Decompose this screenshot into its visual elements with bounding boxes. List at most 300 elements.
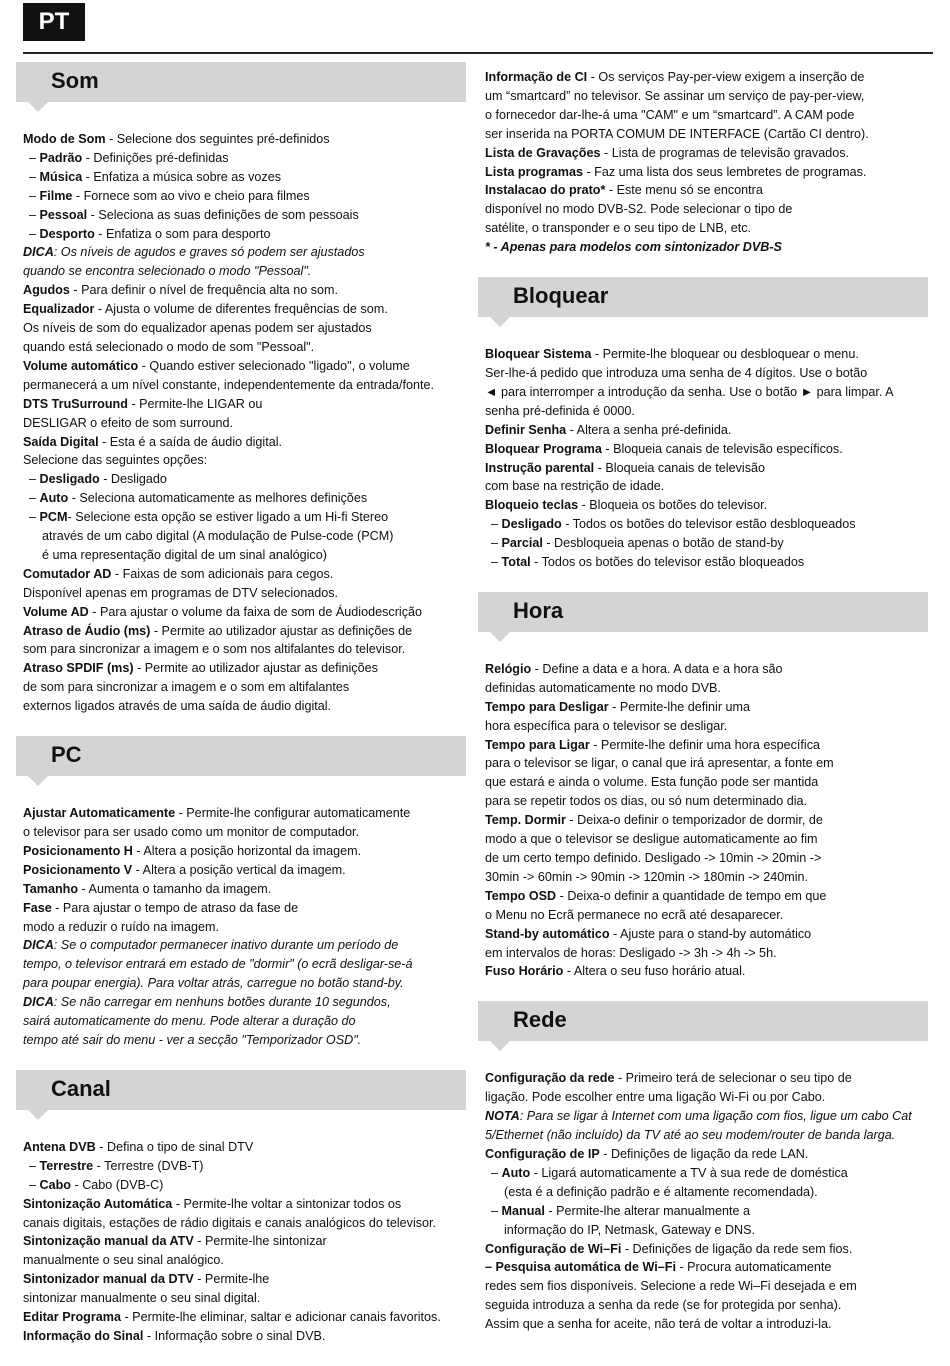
line-text: som para sincronizar a imagem e o som nos altifalantes do televisor. bbox=[23, 642, 406, 657]
line-text: - Permite-lhe alterar manualmente a bbox=[544, 1203, 750, 1218]
line-text: - Permite-lhe bbox=[193, 1272, 270, 1287]
line-text: – bbox=[29, 226, 40, 241]
section-header-pc bbox=[16, 736, 466, 776]
line-text: de som para sincronizar a imagem e o som em altifalantes bbox=[23, 680, 350, 695]
line-text: – bbox=[491, 555, 502, 570]
text-line bbox=[23, 1138, 466, 1157]
term-label: DICA bbox=[23, 995, 54, 1010]
line-text: – bbox=[491, 1165, 502, 1180]
term-label: Volume automático bbox=[23, 358, 139, 373]
line-text: o fornecedor dar-lhe-á uma "CAM" e um “smartcard”. A CAM pode bbox=[485, 107, 855, 122]
section-title: PC bbox=[51, 742, 82, 768]
text-line bbox=[485, 660, 928, 679]
line-text: - Ajuste para o stand-by automático bbox=[609, 926, 812, 941]
term-label: Sintonização Automática bbox=[23, 1196, 173, 1211]
line-text: – bbox=[29, 150, 40, 165]
line-text: - Os serviços Pay-per-view exigem a inserção de bbox=[587, 70, 865, 84]
text-line bbox=[485, 679, 928, 698]
line-text: - Lista de programas de televisão gravados. bbox=[600, 145, 850, 160]
line-text: - Quando estiver selecionado "ligado", o volume bbox=[138, 358, 410, 373]
section-body-bloquear bbox=[478, 345, 928, 572]
text-line bbox=[485, 345, 928, 364]
header-rule bbox=[23, 52, 933, 54]
line-text: - Selecione esta opção se estiver ligado a um Hi-fi Stereo bbox=[67, 510, 389, 525]
text-line bbox=[23, 899, 466, 918]
term-label: Atraso de Áudio (ms) bbox=[23, 623, 151, 638]
text-line bbox=[23, 842, 466, 861]
line-text: - Altera a posição vertical da imagem. bbox=[132, 862, 346, 877]
term-label: : Se não carregar em nenhuns botões durante 10 segundos, bbox=[53, 995, 391, 1010]
text-line bbox=[23, 546, 466, 565]
term-label: Editar Programa bbox=[23, 1310, 121, 1325]
text-line bbox=[23, 395, 466, 414]
term-label: Lista programas bbox=[485, 164, 583, 179]
line-text: - Primeiro terá de selecionar o seu tipo de bbox=[614, 1071, 852, 1086]
section-header-som bbox=[16, 62, 466, 102]
term-label: Instrução parental bbox=[485, 460, 595, 475]
line-text: – bbox=[491, 536, 502, 551]
section-body-canal-cont bbox=[478, 68, 928, 257]
line-text: - Permite-lhe definir uma hora específica bbox=[589, 737, 821, 752]
term-label: Fuso Horário bbox=[485, 964, 564, 979]
term-label: Saída Digital bbox=[23, 434, 99, 449]
section-body-rede bbox=[478, 1069, 928, 1334]
line-text: modo a que o televisor se desligue automaticamente ao fim bbox=[485, 832, 818, 847]
text-line bbox=[23, 936, 466, 955]
line-text: - Selecione dos seguintes pré-definidos bbox=[105, 132, 330, 146]
line-text: é uma representação digital de um sinal analógico) bbox=[42, 547, 327, 562]
section-title: Som bbox=[51, 68, 99, 93]
term-label: tempo até sair do menu - ver a secção "Temporizador OSD". bbox=[23, 1032, 362, 1047]
line-text: sintonizar manualmente o seu sinal digital. bbox=[23, 1291, 261, 1306]
text-line bbox=[23, 243, 466, 262]
text-line bbox=[485, 717, 928, 736]
term-label: Atraso SPDIF (ms) bbox=[23, 661, 134, 676]
term-label: Stand-by automático bbox=[485, 926, 610, 941]
line-text: externos ligados através de uma saída de áudio digital. bbox=[23, 699, 332, 714]
text-line bbox=[485, 830, 928, 849]
text-line bbox=[485, 1069, 928, 1088]
line-text: – bbox=[29, 491, 40, 506]
text-line bbox=[23, 1251, 466, 1270]
term-label: Configuração de IP bbox=[485, 1146, 600, 1161]
term-label: Agudos bbox=[23, 283, 70, 298]
line-text: - Permite-lhe configurar automaticamente bbox=[175, 806, 411, 821]
term-label: Bloquear Programa bbox=[485, 441, 602, 456]
text-line bbox=[485, 1183, 928, 1202]
text-line bbox=[23, 187, 466, 206]
line-text: – bbox=[29, 169, 40, 184]
text-line bbox=[485, 68, 928, 87]
text-line bbox=[485, 181, 928, 200]
text-line bbox=[485, 200, 928, 219]
text-line bbox=[485, 219, 928, 238]
text-line bbox=[23, 433, 466, 452]
line-text: - Faixas de som adicionais para cegos. bbox=[111, 566, 334, 581]
line-text: um “smartcard” no televisor. Se assinar um serviço de pay-per-view, bbox=[485, 88, 865, 103]
text-line bbox=[23, 1012, 466, 1031]
line-text: definidas automaticamente no modo DVB. bbox=[485, 680, 721, 695]
line-text: o Menu no Ecrã permanece no ecrã até desaparecer. bbox=[485, 907, 784, 922]
line-text: - Faz uma lista dos seus lembretes de programas. bbox=[582, 164, 867, 179]
text-line bbox=[23, 1270, 466, 1289]
text-line bbox=[23, 918, 466, 937]
text-line bbox=[23, 168, 466, 187]
text-line bbox=[485, 553, 928, 572]
text-line bbox=[23, 489, 466, 508]
line-text: - Permite-lhe voltar a sintonizar todos os bbox=[172, 1196, 402, 1211]
text-line bbox=[23, 1031, 466, 1050]
term-label: * - Apenas para modelos com sintonizador DVB-S bbox=[485, 240, 782, 255]
term-label: Bloqueio teclas bbox=[485, 498, 579, 513]
term-label: Informação do Sinal bbox=[23, 1328, 144, 1343]
section-header-bloquear bbox=[478, 277, 928, 317]
line-text: - Permite-lhe LIGAR ou bbox=[127, 396, 263, 411]
term-label: NOTA bbox=[485, 1109, 520, 1124]
text-line bbox=[485, 811, 928, 830]
line-text: ser inserida na PORTA COMUM DE INTERFACE (Cartão CI dentro). bbox=[485, 126, 869, 141]
line-text: - Permite-lhe bloquear ou desbloquear o menu. bbox=[591, 347, 859, 362]
text-line bbox=[485, 1088, 928, 1107]
line-text: - Seleciona as suas definições de som pessoais bbox=[87, 207, 359, 222]
language-tab: PT bbox=[23, 3, 85, 41]
section-header-rede bbox=[478, 1001, 928, 1041]
text-line bbox=[485, 1240, 928, 1259]
text-line bbox=[485, 754, 928, 773]
line-text: em intervalos de horas: Desligado -> 3h -> 4h -> 5h. bbox=[485, 945, 777, 960]
line-text: disponível no modo DVB-S2. Pode selecionar o tipo de bbox=[485, 202, 793, 217]
term-label: Desligado bbox=[39, 472, 100, 487]
term-label: quando se encontra selecionado o modo "Pessoal". bbox=[23, 264, 312, 279]
text-line bbox=[485, 944, 928, 963]
text-line bbox=[23, 823, 466, 842]
line-text: - Desbloqueia apenas o botão de stand-by bbox=[542, 536, 784, 551]
section-body-pc bbox=[16, 804, 466, 1050]
line-text: o televisor para ser usado como um monitor de computador. bbox=[23, 825, 360, 839]
text-line bbox=[23, 622, 466, 641]
term-label: Pessoal bbox=[39, 207, 88, 222]
term-label: Tempo para Ligar bbox=[485, 737, 590, 752]
line-text: - Deixa-o definir o temporizador de dormir, de bbox=[565, 813, 823, 828]
text-line bbox=[23, 206, 466, 225]
line-text: 30min -> 60min -> 90min -> 120min -> 180min -> 240min. bbox=[485, 869, 809, 884]
text-line bbox=[23, 470, 466, 489]
text-line bbox=[485, 87, 928, 106]
line-text: - Este menu só se encontra bbox=[605, 183, 763, 198]
term-label: Ajustar Automaticamente bbox=[23, 806, 176, 821]
line-text: - Desligado bbox=[99, 472, 167, 487]
text-line bbox=[23, 1289, 466, 1308]
line-text: Os níveis de som do equalizador apenas podem ser ajustados bbox=[23, 321, 372, 336]
line-text: manualmente o seu sinal analógico. bbox=[23, 1253, 224, 1268]
text-line bbox=[23, 974, 466, 993]
section-title: Canal bbox=[51, 1075, 111, 1101]
term-label: PCM bbox=[39, 510, 68, 525]
section-title: Bloquear bbox=[513, 283, 609, 309]
term-label: DTS TruSurround bbox=[23, 396, 128, 411]
line-text: para o televisor se ligar, o canal que irá apresentar, a fonte em bbox=[485, 756, 834, 771]
line-text: - Ligará automaticamente a TV à sua rede de doméstica bbox=[530, 1165, 848, 1180]
term-label: Equalizador bbox=[23, 302, 95, 317]
term-label: Música bbox=[39, 169, 83, 184]
text-line bbox=[23, 281, 466, 300]
line-text: quando está selecionado o modo de som "Pessoal". bbox=[23, 339, 315, 354]
text-line bbox=[23, 319, 466, 338]
line-text: – bbox=[491, 1203, 502, 1218]
line-text: - Seleciona automaticamente as melhores definições bbox=[68, 491, 368, 506]
text-line bbox=[23, 130, 466, 149]
term-label: para poupar energia). Para voltar atrás, carregue no botão stand-by. bbox=[23, 976, 404, 991]
line-text: - Enfatiza o som para desporto bbox=[94, 226, 271, 241]
line-text: canais digitais, estações de rádio digitais e canais analógicos do televisor. bbox=[23, 1215, 437, 1230]
text-line bbox=[23, 584, 466, 603]
text-line bbox=[23, 1157, 466, 1176]
text-line bbox=[485, 1221, 928, 1240]
text-line bbox=[23, 1232, 466, 1251]
term-label: Padrão bbox=[39, 150, 83, 165]
line-text: – bbox=[29, 1177, 40, 1192]
line-text: - Definições de ligação da rede sem fios. bbox=[621, 1241, 853, 1256]
text-line bbox=[23, 880, 466, 899]
term-label: Filme bbox=[39, 188, 73, 203]
line-text: de um certo tempo definido. Desligado -> 10min -> 20min -> bbox=[485, 851, 822, 865]
line-text: - Para ajustar o volume da faixa de som de Áudiodescrição bbox=[88, 604, 422, 619]
line-text: - Bloqueia os botões do televisor. bbox=[578, 498, 768, 513]
line-text: através de um cabo digital (A modulação de Pulse-code (PCM) bbox=[42, 529, 394, 544]
section-header-canal bbox=[16, 1070, 466, 1110]
line-text: - Permite ao utilizador ajustar as definições bbox=[133, 661, 378, 676]
text-line bbox=[485, 925, 928, 944]
term-label: Sintonização manual da ATV bbox=[23, 1234, 194, 1249]
text-line bbox=[485, 402, 928, 421]
line-text: modo a reduzir o ruído na imagem. bbox=[23, 919, 220, 934]
line-text: seguida introduza a senha da rede (se for protegida por senha). bbox=[485, 1298, 842, 1313]
term-label: Sintonizador manual da DTV bbox=[23, 1272, 194, 1287]
text-line bbox=[23, 1308, 466, 1327]
text-line bbox=[23, 357, 466, 376]
line-text: - Ajusta o volume de diferentes frequências de som. bbox=[94, 302, 388, 317]
line-text: - Para ajustar o tempo de atraso da fase de bbox=[51, 900, 299, 915]
text-line bbox=[23, 225, 466, 244]
section-header-hora bbox=[478, 592, 928, 632]
text-line bbox=[485, 534, 928, 553]
text-line bbox=[23, 1214, 466, 1233]
term-label: Antena DVB bbox=[23, 1139, 96, 1154]
term-label: Definir Senha bbox=[485, 422, 567, 437]
text-line bbox=[23, 414, 466, 433]
text-line bbox=[485, 459, 928, 478]
text-line bbox=[485, 1315, 928, 1334]
line-text: – bbox=[29, 472, 40, 487]
text-line bbox=[485, 440, 928, 459]
text-line bbox=[23, 993, 466, 1012]
line-text: - Bloqueia canais de televisão específicos. bbox=[601, 441, 843, 456]
term-label: – Pesquisa automática de Wi–Fi bbox=[485, 1260, 676, 1275]
line-text: Selecione das seguintes opções: bbox=[23, 453, 208, 468]
text-line bbox=[485, 515, 928, 534]
text-line bbox=[485, 849, 928, 868]
text-line bbox=[485, 736, 928, 755]
line-text: - Defina o tipo de sinal DTV bbox=[95, 1139, 254, 1154]
term-label: Informação de CI bbox=[485, 70, 588, 84]
term-label: Tempo para Desligar bbox=[485, 699, 609, 714]
section-body-som bbox=[16, 130, 466, 716]
line-text: - Deixa-o definir a quantidade de tempo em que bbox=[556, 888, 827, 903]
text-line bbox=[485, 477, 928, 496]
text-line bbox=[23, 697, 466, 716]
term-label: Volume AD bbox=[23, 604, 89, 619]
text-line bbox=[485, 421, 928, 440]
term-label: sairá automaticamente do menu. Pode alterar a duração do bbox=[23, 1014, 356, 1029]
line-text: senha pré-definida é 0000. bbox=[485, 403, 635, 418]
line-text: - Altera a posição horizontal da imagem. bbox=[132, 843, 362, 858]
line-text: - Esta é a saída de áudio digital. bbox=[98, 434, 283, 449]
left-column bbox=[16, 62, 466, 1366]
line-text: – bbox=[491, 517, 502, 532]
text-line bbox=[23, 640, 466, 659]
text-line bbox=[485, 1126, 928, 1145]
text-line bbox=[23, 527, 466, 546]
line-text: – bbox=[29, 188, 40, 203]
text-line bbox=[485, 962, 928, 981]
section-title: Rede bbox=[513, 1007, 567, 1033]
line-text: - Enfatiza a música sobre as vozes bbox=[82, 169, 282, 184]
term-label: Tempo OSD bbox=[485, 888, 557, 903]
text-line bbox=[485, 1107, 928, 1126]
term-label: Desligado bbox=[501, 517, 562, 532]
text-line bbox=[23, 262, 466, 281]
line-text: - Informação sobre o sinal DVB. bbox=[143, 1328, 326, 1343]
text-line bbox=[23, 804, 466, 823]
line-text: DESLIGAR o efeito de som surround. bbox=[23, 415, 233, 430]
right-column bbox=[478, 68, 928, 1354]
term-label: Cabo bbox=[39, 1177, 71, 1192]
line-text: - Aumenta o tamanho da imagem. bbox=[78, 881, 272, 896]
text-line bbox=[23, 1195, 466, 1214]
text-line bbox=[485, 698, 928, 717]
section-body-hora bbox=[478, 660, 928, 981]
line-text: Assim que a senha for aceite, não terá de voltar a introduzi-la. bbox=[485, 1317, 832, 1332]
text-line bbox=[23, 300, 466, 319]
text-line bbox=[23, 338, 466, 357]
term-label: Modo de Som bbox=[23, 132, 106, 146]
term-label: tempo, o televisor entrará em estado de "dormir" (o ecrã desligar-se-á bbox=[23, 957, 413, 972]
text-line bbox=[485, 1164, 928, 1183]
term-label: Posicionamento V bbox=[23, 862, 133, 877]
line-text: - Definições pré-definidas bbox=[82, 150, 229, 165]
line-text: para se repetir todos os dias, ou só num determinado dia. bbox=[485, 794, 808, 809]
text-line bbox=[23, 376, 466, 395]
line-text: - Para definir o nível de frequência alta no som. bbox=[69, 283, 338, 298]
term-label: Parcial bbox=[501, 536, 543, 551]
line-text: redes sem fios disponíveis. Selecione a rede Wi–Fi desejada e em bbox=[485, 1279, 857, 1294]
term-label: Comutador AD bbox=[23, 566, 112, 581]
term-label: Manual bbox=[501, 1203, 545, 1218]
text-line bbox=[23, 508, 466, 527]
text-line bbox=[23, 1327, 466, 1346]
text-line bbox=[485, 364, 928, 383]
term-label: Auto bbox=[501, 1165, 531, 1180]
line-text: - Permite-lhe sintonizar bbox=[193, 1234, 327, 1249]
term-label: Fase bbox=[23, 900, 52, 915]
line-text: - Permite-lhe eliminar, saltar e adicionar canais favoritos. bbox=[120, 1310, 441, 1325]
text-line bbox=[485, 163, 928, 182]
line-text: Disponível apenas em programas de DTV selecionados. bbox=[23, 585, 339, 600]
line-text: - Altera o seu fuso horário atual. bbox=[563, 964, 746, 979]
term-label: Configuração de Wi–Fi bbox=[485, 1241, 622, 1256]
text-line bbox=[485, 1202, 928, 1221]
line-text: hora específica para o televisor se desligar. bbox=[485, 718, 728, 733]
line-text: – bbox=[29, 207, 40, 222]
text-line bbox=[485, 1145, 928, 1164]
text-line bbox=[23, 1176, 466, 1195]
text-line bbox=[485, 906, 928, 925]
term-label: Instalacao do prato* bbox=[485, 183, 606, 198]
line-text: - Procura automaticamente bbox=[675, 1260, 832, 1275]
term-label: Configuração da rede bbox=[485, 1071, 615, 1086]
term-label: Terrestre bbox=[39, 1158, 94, 1173]
text-line bbox=[23, 659, 466, 678]
text-line bbox=[485, 125, 928, 144]
line-text: que estará e ainda o volume. Esta função pode ser mantida bbox=[485, 775, 819, 790]
text-line bbox=[485, 383, 928, 402]
text-line bbox=[23, 955, 466, 974]
term-label: DICA bbox=[23, 938, 54, 953]
text-line bbox=[485, 144, 928, 163]
line-text: - Todos os botões do televisor estão desbloqueados bbox=[561, 517, 856, 532]
text-line bbox=[485, 773, 928, 792]
text-line bbox=[23, 149, 466, 168]
term-label: Relógio bbox=[485, 661, 532, 676]
term-label: : Para se ligar à Internet com uma ligação com fios, ligue um cabo Cat bbox=[519, 1109, 912, 1124]
term-label: Lista de Gravações bbox=[485, 145, 601, 160]
term-label: Posicionamento H bbox=[23, 843, 133, 858]
term-label: Auto bbox=[39, 491, 69, 506]
line-text: – bbox=[29, 1158, 40, 1173]
line-text: - Altera a senha pré-definida. bbox=[566, 422, 732, 437]
line-text: - Bloqueia canais de televisão bbox=[594, 460, 766, 475]
line-text: - Permite ao utilizador ajustar as definições de bbox=[150, 623, 413, 638]
line-text: - Terrestre (DVB-T) bbox=[93, 1158, 204, 1173]
text-line bbox=[485, 238, 928, 257]
text-line bbox=[23, 451, 466, 470]
text-line bbox=[485, 868, 928, 887]
line-text: - Todos os botões do televisor estão bloqueados bbox=[530, 555, 805, 570]
text-line bbox=[23, 603, 466, 622]
term-label: Tamanho bbox=[23, 881, 79, 896]
text-line bbox=[485, 496, 928, 515]
section-title: Hora bbox=[513, 597, 564, 623]
line-text: com base na restrição de idade. bbox=[485, 479, 665, 494]
term-label: Bloquear Sistema bbox=[485, 347, 592, 362]
text-line bbox=[485, 792, 928, 811]
text-line bbox=[23, 678, 466, 697]
term-label: 5/Ethernet (não incluído) da TV até ao seu modem/router de banda larga. bbox=[485, 1128, 896, 1143]
text-line bbox=[485, 1277, 928, 1296]
line-text: informação do IP, Netmask, Gateway e DNS. bbox=[504, 1222, 756, 1237]
line-text: - Define a data e a hora. A data e a hora são bbox=[531, 661, 783, 676]
line-text: ligação. Pode escolher entre uma ligação Wi-Fi ou por Cabo. bbox=[485, 1090, 826, 1105]
line-text: - Definições de ligação da rede LAN. bbox=[599, 1146, 809, 1161]
line-text: Ser-lhe-á pedido que introduza uma senha de 4 dígitos. Use o botão bbox=[485, 365, 868, 380]
term-label: Desporto bbox=[39, 226, 95, 241]
line-text: - Fornece som ao vivo e cheio para filmes bbox=[72, 188, 310, 203]
line-text: permanecerá a um nível constante, independentemente da entrada/fonte. bbox=[23, 377, 434, 392]
line-text: satélite, o transponder e o seu tipo de LNB, etc. bbox=[485, 221, 752, 236]
term-label: Temp. Dormir bbox=[485, 813, 566, 828]
text-line bbox=[485, 106, 928, 125]
line-text: ◄ para interromper a introdução da senha. Use o botão ► para limpar. A bbox=[485, 384, 894, 399]
